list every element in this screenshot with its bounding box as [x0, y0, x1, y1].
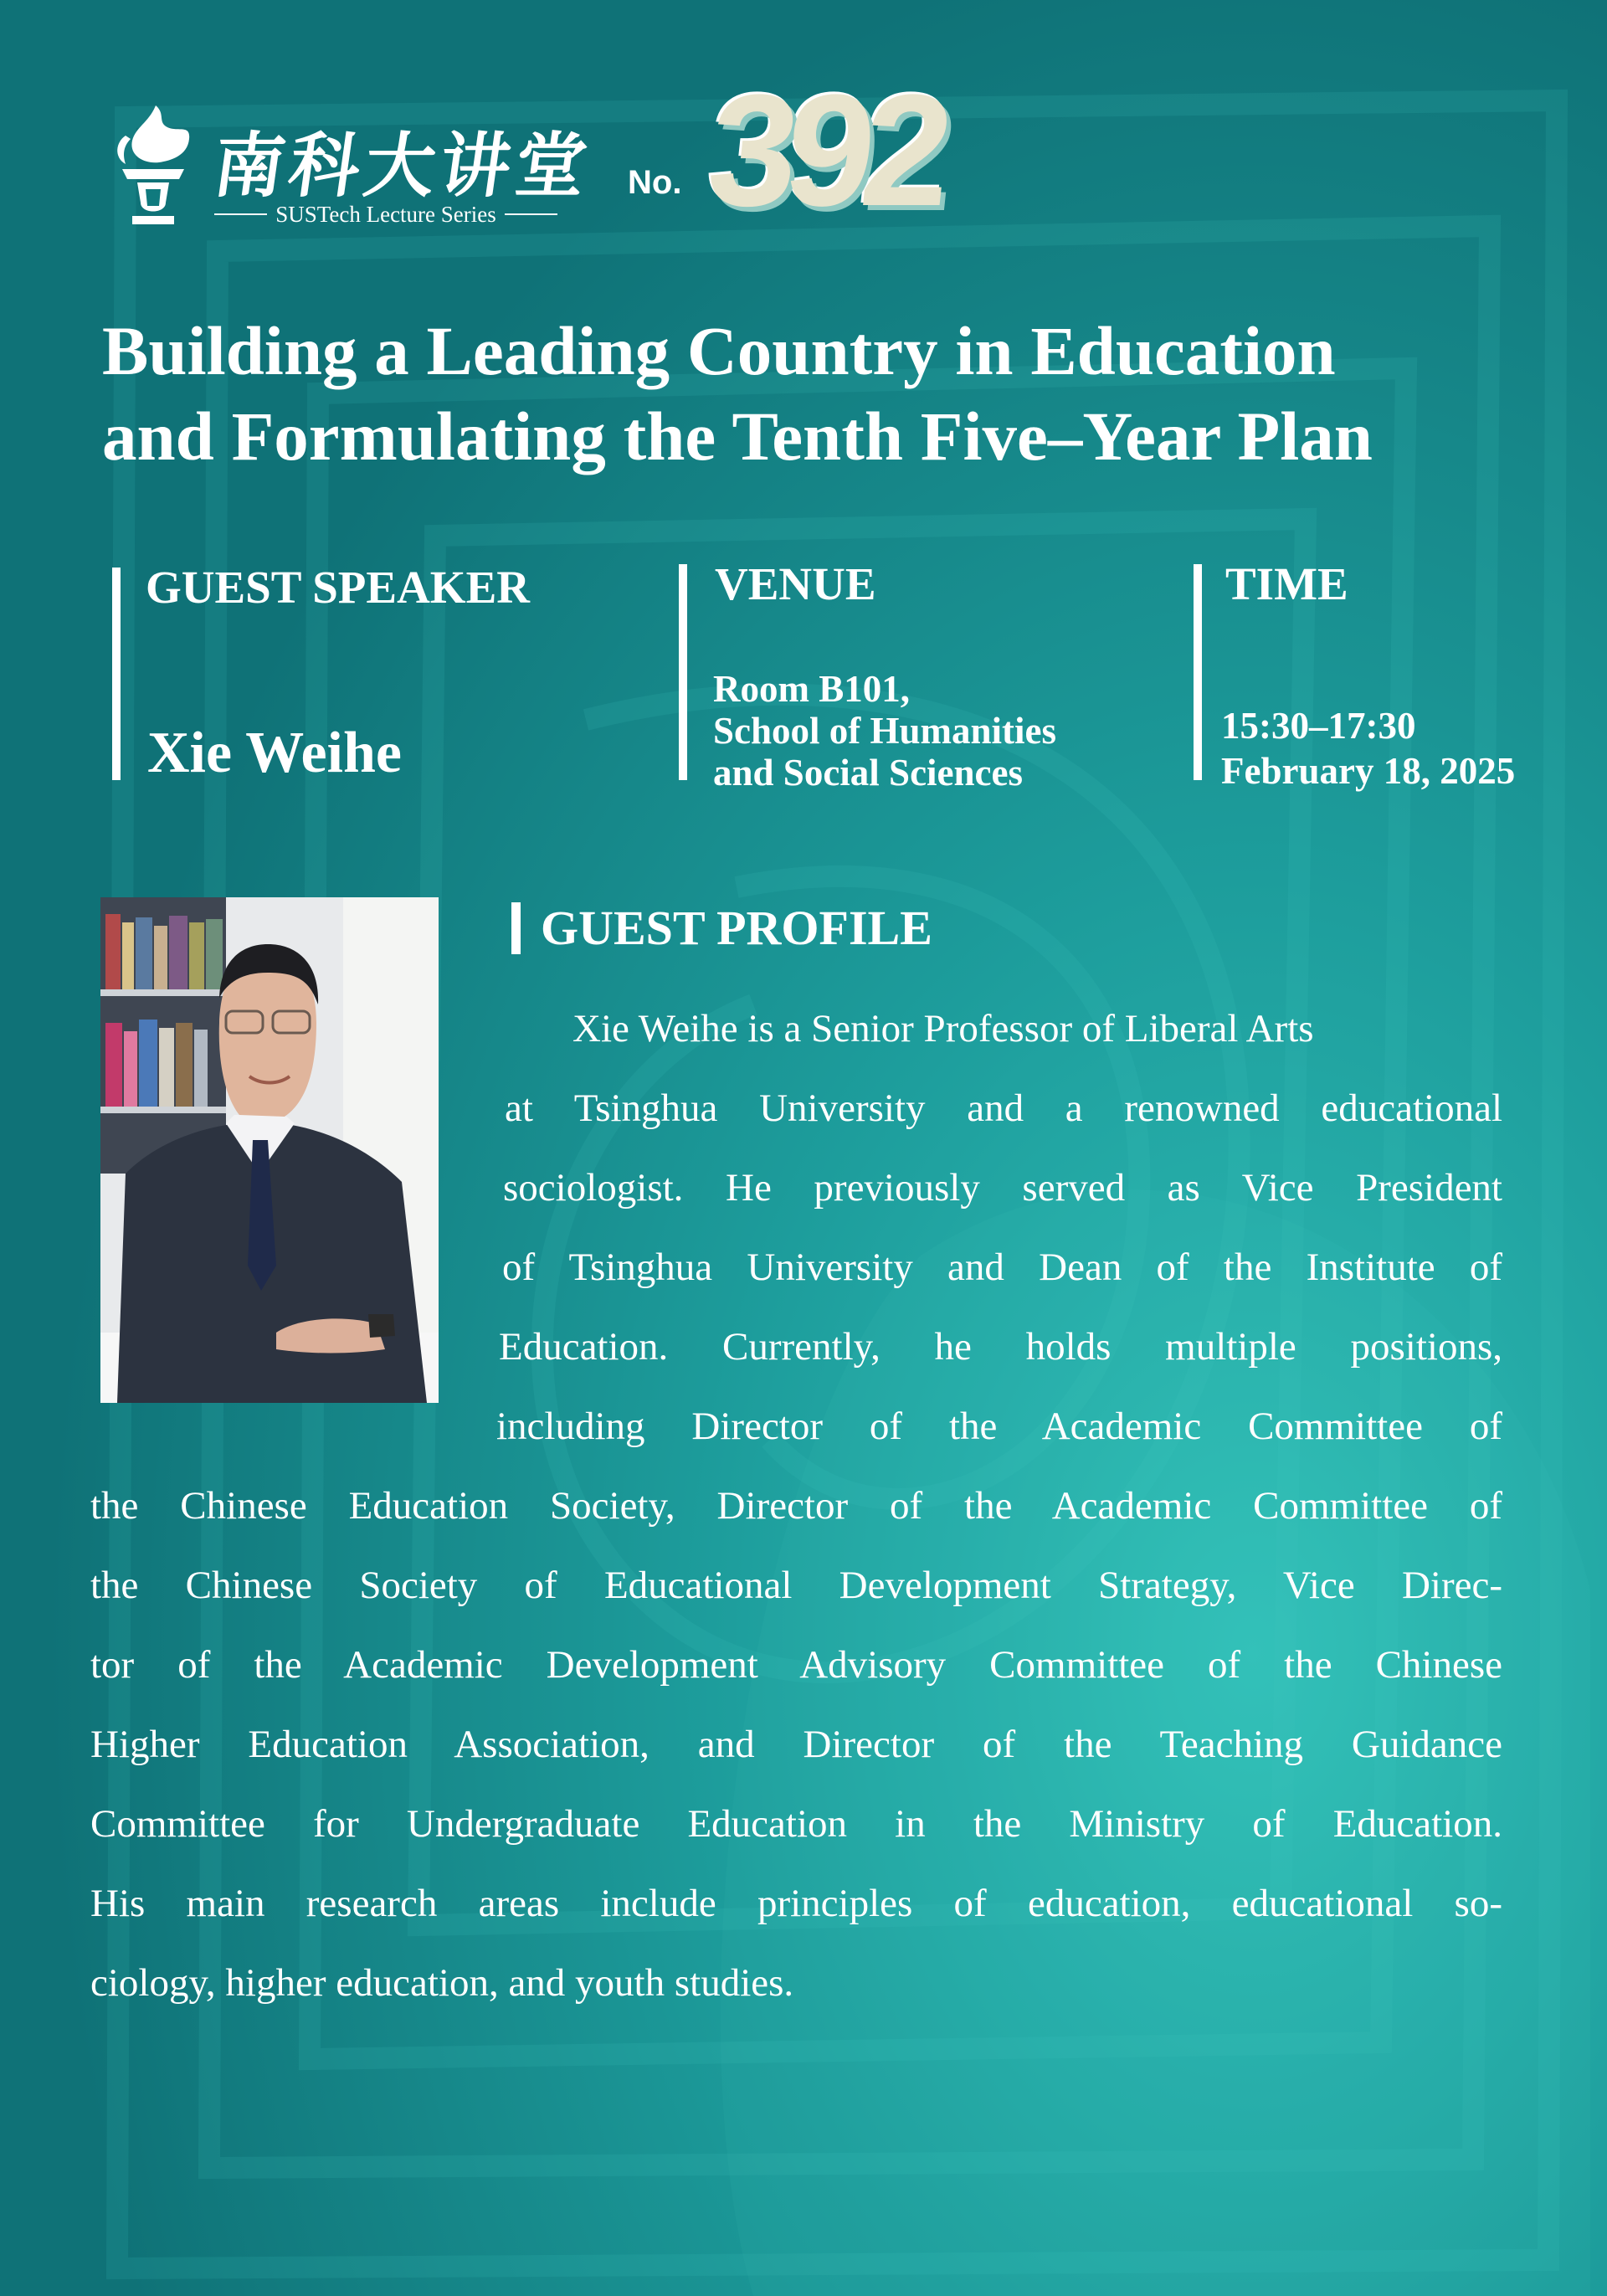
- lecture-title: [102, 308, 1592, 479]
- venue-divider: [679, 564, 687, 780]
- venue-line-2: School of Humanities: [713, 710, 1057, 752]
- bio-line-12: His main research areas include principles of education, educational so-: [90, 1882, 1502, 1925]
- issue-number: 392: [700, 62, 950, 239]
- venue-line-1: Room B101,: [713, 668, 910, 710]
- torch-logo-icon: [107, 102, 199, 236]
- brand-english-text: SUSTech Lecture Series: [275, 201, 496, 227]
- brand-rule-left: [214, 213, 267, 215]
- speaker-photo: [100, 897, 439, 1403]
- issue-label: No.: [628, 164, 682, 201]
- time-heading: TIME: [1225, 558, 1348, 609]
- bio-line-1: Xie Weihe is a Senior Professor of Liberal Arts: [572, 1007, 1314, 1050]
- profile-divider: [511, 902, 521, 954]
- bio-line-5: Education. Currently, he holds multiple positions,: [499, 1325, 1502, 1369]
- bio-line-13: ciology, higher education, and youth studies.: [90, 1961, 794, 2005]
- speaker-name: Xie Weihe: [147, 721, 402, 785]
- bio-line-6: including Director of the Academic Committee of: [496, 1405, 1502, 1448]
- bio-line-11: Committee for Undergraduate Education in the Ministry of Education.: [90, 1802, 1502, 1846]
- bio-line-8: the Chinese Society of Educational Development Strategy, Vice Direc-: [90, 1564, 1502, 1607]
- time-divider: [1194, 564, 1202, 780]
- bio-line-4: of Tsinghua University and Dean of the Institute of: [502, 1246, 1502, 1289]
- brand-rule-right: [505, 213, 557, 215]
- lecture-title-line-2: and Formulating the Tenth Five–Year Plan: [102, 398, 1373, 475]
- brand-english-name: [214, 199, 557, 229]
- lecture-title-line-1: Building a Leading Country in Education: [102, 312, 1336, 389]
- venue-details: [713, 668, 1056, 794]
- bio-line-7: the Chinese Education Society, Director of the Academic Committee of: [90, 1484, 1502, 1528]
- speaker-divider: [112, 568, 121, 780]
- bio-line-3: sociologist. He previously served as Vice President: [503, 1166, 1502, 1210]
- date: February 18, 2025: [1221, 750, 1516, 792]
- brand-chinese-name: 南科大讲堂: [208, 124, 598, 207]
- bio-line-10: Higher Education Association, and Director of the Teaching Guidance: [90, 1723, 1502, 1766]
- bio-line-9: tor of the Academic Development Advisory Committee of the Chinese: [90, 1643, 1502, 1687]
- speaker-heading: GUEST SPEAKER: [146, 562, 530, 613]
- time-range: 15:30–17:30: [1221, 705, 1416, 747]
- bio-line-2: at Tsinghua University and a renowned educational: [505, 1086, 1502, 1130]
- venue-line-3: and Social Sciences: [713, 752, 1024, 794]
- time-details: [1221, 703, 1515, 794]
- venue-heading: VENUE: [715, 558, 876, 609]
- profile-heading: GUEST PROFILE: [541, 901, 932, 955]
